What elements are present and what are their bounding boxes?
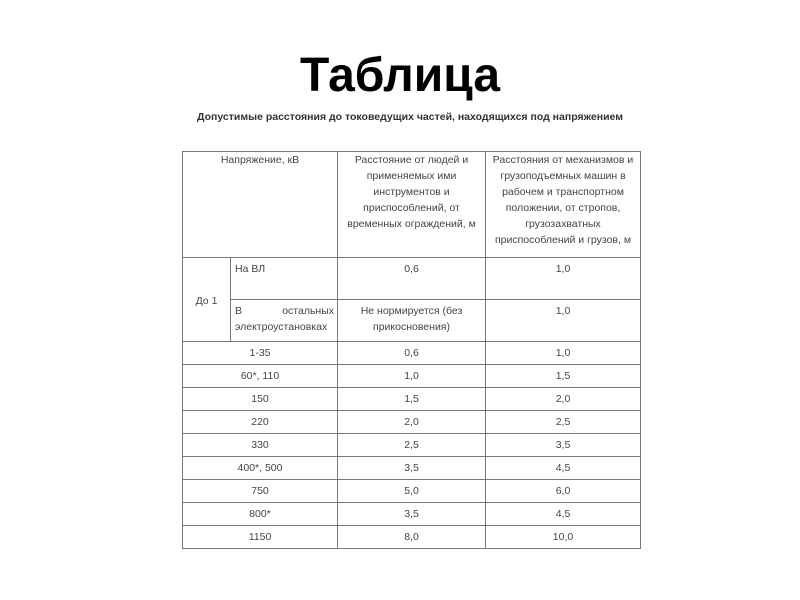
cell-machines: 1,0 [486, 300, 641, 342]
cell-voltage: 400*, 500 [183, 457, 338, 480]
table-row [183, 365, 641, 388]
table-row [183, 411, 641, 434]
table-row [183, 258, 641, 300]
table-row [183, 342, 641, 365]
cell-voltage: На ВЛ [231, 258, 338, 300]
cell-machines: 1,5 [486, 365, 641, 388]
table-caption: Допустимые расстояния до токоведущих частей, находящихся под напряжением [196, 111, 624, 123]
table-row [183, 300, 641, 342]
cell-people: 2,5 [338, 434, 486, 457]
cell-people: 1,0 [338, 365, 486, 388]
cell-people: 3,5 [338, 457, 486, 480]
cell-machines: 4,5 [486, 457, 641, 480]
cell-voltage: 330 [183, 434, 338, 457]
header-voltage: Напряжение, кВ [183, 152, 338, 258]
slide-title: Таблица [299, 49, 501, 102]
cell-machines: 6,0 [486, 480, 641, 503]
cell-machines: 10,0 [486, 526, 641, 549]
cell-voltage: В остальных электроустановках [231, 300, 338, 342]
cell-people: 3,5 [338, 503, 486, 526]
header-people-distance: Расстояние от людей и применяемых ими инструментов и приспособлений, от временных ограждений, м [338, 152, 486, 258]
cell-machines: 4,5 [486, 503, 641, 526]
table-row [183, 503, 641, 526]
cell-people: 2,0 [338, 411, 486, 434]
cell-voltage: 60*, 110 [183, 365, 338, 388]
cell-voltage: 220 [183, 411, 338, 434]
table-row [183, 457, 641, 480]
cell-voltage: 1150 [183, 526, 338, 549]
distance-table [182, 151, 641, 549]
table-row [183, 434, 641, 457]
table-row [183, 526, 641, 549]
cell-machines: 3,5 [486, 434, 641, 457]
cell-machines: 1,0 [486, 258, 641, 300]
cell-voltage: 1-35 [183, 342, 338, 365]
cell-machines: 2,0 [486, 388, 641, 411]
header-machines-distance: Расстояния от механизмов и грузоподъемных машин в рабочем и транспортном положении, от стропов, грузозахватных приспособлений и грузов, м [486, 152, 641, 258]
cell-people: 0,6 [338, 258, 486, 300]
group-label-up-to-1: До 1 [183, 258, 231, 342]
cell-voltage: 150 [183, 388, 338, 411]
cell-machines: 2,5 [486, 411, 641, 434]
cell-people: 1,5 [338, 388, 486, 411]
cell-voltage: 800* [183, 503, 338, 526]
table-header-row [183, 152, 641, 258]
cell-people: Не нормируется (без прикосновения) [338, 300, 486, 342]
cell-voltage: 750 [183, 480, 338, 503]
table-row [183, 388, 641, 411]
cell-machines: 1,0 [486, 342, 641, 365]
cell-people: 0,6 [338, 342, 486, 365]
table-row [183, 480, 641, 503]
cell-people: 5,0 [338, 480, 486, 503]
cell-people: 8,0 [338, 526, 486, 549]
